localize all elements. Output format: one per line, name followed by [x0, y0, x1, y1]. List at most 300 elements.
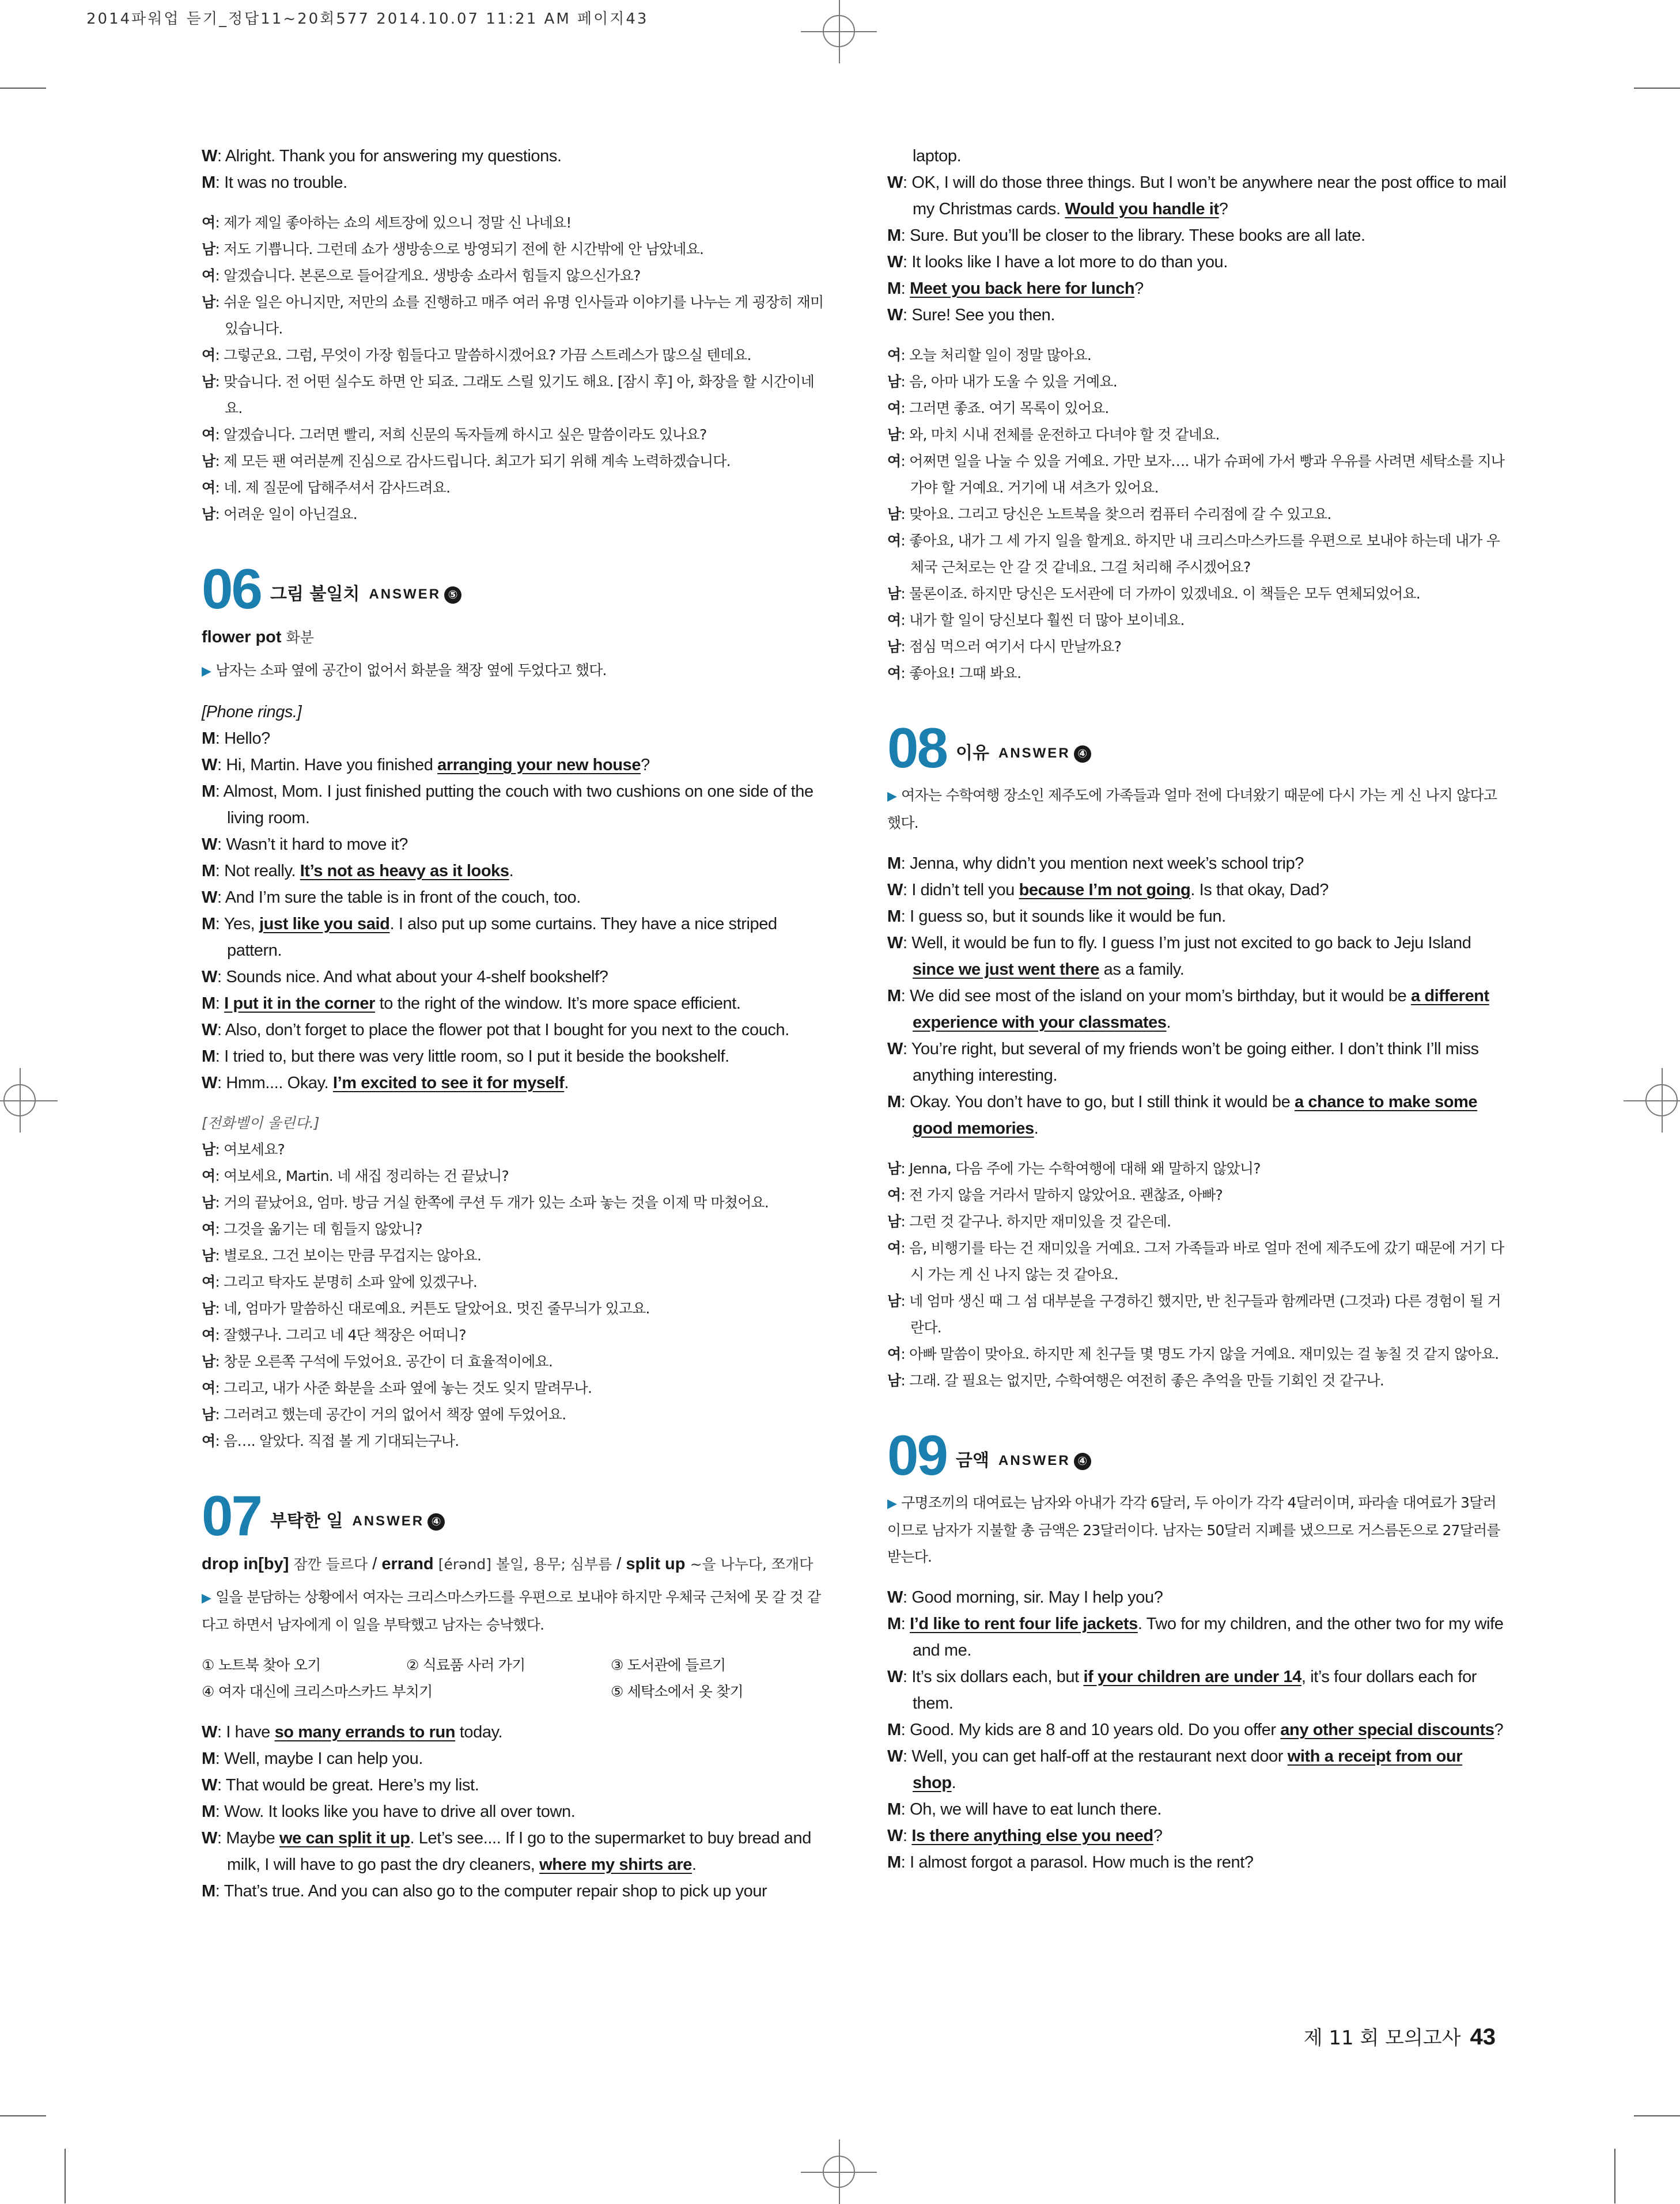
translation-text: 네. 제 질문에 답해주셔서 감사드려요. [224, 479, 451, 496]
translation-text: 알겠습니다. 본론으로 들어갈게요. 생방송 쇼라서 힘들지 않으신가요? [224, 267, 641, 284]
translation-line: 남: 네 엄마 생신 때 그 섬 대부분을 구경하긴 했지만, 반 친구들과 함께라면 (그것과) 다른 경험이 될 거란다. [887, 1293, 1501, 1336]
translation-text: 그래. 갈 필요는 없지만, 수학여행은 여전히 좋은 추억을 만들 기회인 것 같구나. [909, 1372, 1384, 1389]
dialogue-line: M: Good. My kids are 8 and 10 years old. Do you offer any other special discounts? [887, 1721, 1504, 1739]
question-type: 부탁한 일 [270, 1511, 343, 1531]
translation-line: 남: 맞습니다. 전 어떤 실수도 하면 안 되죠. 그래도 스릴 있기도 해요. [잠시 후] 아, 화장을 할 시간이네요. [202, 373, 814, 416]
translation-text: 음…. 알았다. 직접 볼 게 기대되는구나. [224, 1433, 459, 1449]
page-footer [1304, 2022, 1496, 2050]
speaker-label: 남 [202, 1406, 215, 1423]
translation-text: 그것을 옮기는 데 힘들지 않았니? [224, 1221, 422, 1237]
dialogue-line: M: I almost forgot a parasol. How much is the rent? [887, 1853, 1254, 1872]
translation-line: 남: 별로요. 그건 보이는 만큼 무겁지는 않아요. [202, 1247, 482, 1264]
dialogue-line: W: OK, I will do those three things. But I won’t be anywhere near the post office to mail my Christmas cards. Would you handle it? [887, 173, 1507, 218]
speaker-label: W [887, 1040, 903, 1058]
dialogue-text: . [509, 862, 514, 880]
dialogue-text: You’re right, but several of my friends won’t be going either. I don’t think I’ll miss anything interesting. [911, 1040, 1479, 1085]
speaker-label: W [202, 1829, 217, 1847]
speaker-label: M [887, 1615, 901, 1633]
speaker-label: W [887, 173, 903, 192]
right-column [887, 143, 1509, 1876]
speaker-label: 남 [202, 241, 215, 257]
speaker-label: M [202, 1749, 215, 1768]
dialogue-line: W: I have so many errands to run today. [202, 1723, 503, 1741]
translation-line: 여: 알겠습니다. 그러면 빨리, 저희 신문의 독자들께 하시고 싶은 말씀이라도 있나요? [202, 426, 707, 443]
key-phrase: a different experience with your classmates [913, 987, 1489, 1032]
dialogue-text: , it’s four dollars each for them. [913, 1668, 1477, 1713]
key-phrase: since we just went there [913, 960, 1099, 979]
explanation-note: ▶ 여자는 수학여행 장소인 제주도에 가족들과 얼마 전에 다녀왔기 때문에 다시 가는 게 신 나지 않다고 했다. [887, 787, 1497, 831]
dialogue-text: Well, you can get half-off at the restaurant next door [911, 1747, 1288, 1766]
speaker-label: 남 [887, 1372, 901, 1389]
translation-line: 여: 음…. 알았다. 직접 볼 게 기대되는구나. [202, 1433, 459, 1449]
stage-direction: [Phone rings.] [202, 703, 302, 721]
translation-text: 네, 엄마가 말씀하신 대로예요. 커튼도 달았어요. 멋진 줄무늬가 있고요. [224, 1300, 650, 1317]
translation-line: 남: 그래. 갈 필요는 없지만, 수학여행은 여전히 좋은 추억을 만들 기회인 것 같구나. [887, 1372, 1384, 1389]
translation-line: 여: 아빠 말씀이 맞아요. 하지만 제 친구들 몇 명도 가지 않을 거예요. 재미있는 걸 놓칠 것 같지 않아요. [887, 1346, 1499, 1362]
speaker-label: W [887, 934, 903, 952]
left-column [202, 143, 824, 1904]
answer-options [202, 1652, 824, 1705]
question-08 [887, 716, 1509, 1394]
crop-mark [1634, 88, 1680, 89]
speaker-label: 남 [887, 638, 901, 655]
speaker-label: M [202, 1802, 215, 1821]
registration-mark-left [3, 1084, 36, 1116]
translation-text: 쉬운 일은 아니지만, 저만의 쇼를 진행하고 매주 여러 유명 인사들과 이야기를 나누는 게 굉장히 재미있습니다. [224, 294, 824, 337]
answer-badge: ⑤ [444, 586, 461, 604]
dialogue-line: M: We did see most of the island on your mom’s birthday, but it would be a different experience with your classmates. [887, 987, 1489, 1032]
section-header [202, 1484, 824, 1547]
dialogue-text: ? [1153, 1827, 1163, 1845]
translation-text: 그리고, 내가 사준 화분을 소파 옆에 놓는 것도 잊지 말려무나. [224, 1380, 592, 1396]
translation-text: 와, 마치 시내 전체를 운전하고 다녀야 할 것 같네요. [909, 426, 1220, 443]
speaker-label: 여 [202, 1327, 215, 1343]
vocab-term: split up [626, 1555, 686, 1573]
vocab-term: drop in[by] [202, 1555, 289, 1573]
speaker-label: W [202, 147, 217, 165]
speaker-label: W [887, 1668, 903, 1686]
dialogue-line: W: Sounds nice. And what about your 4-shelf bookshelf? [202, 968, 608, 986]
speaker-label: 남 [887, 585, 901, 602]
dialogue-line: W: Alright. Thank you for answering my questions. [202, 147, 562, 165]
dialogue-text: Hi, Martin. Have you finished [226, 756, 438, 774]
translation-text: 별로요. 그건 보이는 만큼 무겁지는 않아요. [224, 1247, 482, 1264]
question-type: 금액 [956, 1451, 989, 1471]
registration-mark-bottom [823, 2156, 855, 2188]
dialogue-line: M: Sure. But you’ll be closer to the library. These books are all late. [887, 226, 1365, 245]
option-3: ③ 도서관에 들르기 [611, 1657, 726, 1673]
dialogue-text: OK, I will do those three things. But I won’t be anywhere near the post office to mail my Christmas cards. [911, 173, 1507, 218]
dialogue-text: Well, maybe I can help you. [224, 1749, 423, 1768]
dialogue-text: . Is that okay, Dad? [1190, 881, 1329, 899]
speaker-label: W [202, 835, 217, 854]
option-1: ① 노트북 찾아 오기 [202, 1657, 321, 1673]
dialogue-line: M: Jenna, why didn’t you mention next week’s school trip? [887, 854, 1304, 873]
korean-translation [202, 1137, 824, 1455]
speaker-label: 남 [202, 506, 215, 522]
speaker-label: 남 [202, 1300, 215, 1317]
speaker-label: M [887, 1853, 901, 1872]
translation-line: 여: 전 가지 않을 거라서 말하지 않았어요. 괜찮죠, 아빠? [887, 1187, 1223, 1203]
speaker-label: M [887, 907, 901, 926]
dialogue-line: W: Maybe we can split it up. Let’s see.... If I go to the supermarket to buy bread and milk, I will have to go past the dry cleaners, where my shirts are. [202, 1829, 811, 1874]
speaker-label: 남 [202, 1141, 215, 1158]
dialogue-text: ? [1134, 279, 1144, 298]
dialogue-line: M: That’s true. And you can also go to the computer repair shop to pick up your [202, 1882, 767, 1900]
speaker-label: 남 [202, 1194, 215, 1211]
translation-text: 어려운 일이 아닌걸요. [224, 506, 357, 522]
key-phrase: if your children are under 14 [1083, 1668, 1301, 1686]
speaker-label: M [887, 1800, 901, 1819]
key-phrase: arranging your new house [437, 756, 641, 774]
dialogue-line: M: Well, maybe I can help you. [202, 1749, 423, 1768]
speaker-label: M [887, 1721, 901, 1739]
dialogue-text: Hmm.... Okay. [226, 1074, 333, 1092]
speaker-label: 여 [202, 1433, 215, 1449]
speaker-label: W [887, 1747, 903, 1766]
vocabulary: drop in[by] 잠깐 들르다 / errand [érənd] 볼일, 용무; 심부름 / split up ~을 나누다, 쪼개다 [202, 1555, 813, 1573]
speaker-label: M [202, 1882, 215, 1900]
speaker-label: W [202, 888, 217, 907]
translation-line: 여: 그것을 옮기는 데 힘들지 않았니? [202, 1221, 422, 1237]
triangle-icon: ▶ [202, 664, 211, 679]
dialogue-text: to the right of the window. It’s more space efficient. [374, 994, 741, 1013]
speaker-label: 여 [202, 479, 215, 496]
dialogue-line: M: Not really. It’s not as heavy as it looks. [202, 862, 514, 880]
dialogue-block [202, 725, 824, 1096]
translation-text: 아빠 말씀이 맞아요. 하지만 제 친구들 몇 명도 가지 않을 거예요. 재미있는 걸 놓칠 것 같지 않아요. [909, 1346, 1499, 1362]
answer-label: ANSWER ④ [352, 1513, 445, 1531]
dialogue-line: W: I didn’t tell you because I’m not going. Is that okay, Dad? [887, 881, 1329, 899]
registration-mark-right [1645, 1084, 1678, 1116]
speaker-label: 남 [887, 1160, 901, 1177]
registration-mark-top [823, 15, 855, 47]
dialogue-text: . [564, 1074, 569, 1092]
speaker-label: 남 [202, 453, 215, 469]
answer-badge: ④ [1074, 745, 1091, 763]
dialogue-block [887, 1584, 1509, 1876]
dialogue-text: Good. My kids are 8 and 10 years old. Do you offer [910, 1721, 1281, 1739]
speaker-label: 남 [202, 373, 215, 390]
translation-line: 남: 저도 기쁩니다. 그런데 쇼가 생방송으로 방영되기 전에 한 시간밖에 안 남았네요. [202, 241, 704, 257]
translation-line: 남: 네, 엄마가 말씀하신 대로예요. 커튼도 달았어요. 멋진 줄무늬가 있고요. [202, 1300, 650, 1317]
speaker-label: M [887, 1093, 901, 1111]
dialogue-block [887, 143, 1509, 328]
translation-text: 오늘 처리할 일이 정말 많아요. [909, 347, 1092, 363]
key-phrase: I put it in the corner [224, 994, 375, 1013]
dialogue-text: . Let’s see.... If I go to the supermarket to buy bread and milk, I will have to go past the dry cleaners, [227, 1829, 811, 1874]
dialogue-text: I guess so, but it sounds like it would be fun. [910, 907, 1226, 926]
key-phrase: so many errands to run [274, 1723, 456, 1741]
option-5: ⑤ 세탁소에서 옷 찾기 [611, 1683, 743, 1700]
key-phrase: where my shirts are [539, 1855, 692, 1874]
translation-line: 남: 쉬운 일은 아니지만, 저만의 쇼를 진행하고 매주 여러 유명 인사들과 이야기를 나누는 게 굉장히 재미있습니다. [202, 294, 824, 337]
triangle-icon: ▶ [887, 789, 897, 804]
speaker-label: 여 [887, 532, 901, 549]
translation-text: 좋아요! 그때 봐요. [909, 665, 1021, 681]
dialogue-line: W: Well, you can get half-off at the restaurant next door with a receipt from our shop. [887, 1747, 1463, 1792]
key-phrase: just like you said [259, 915, 390, 933]
speaker-label: M [202, 862, 215, 880]
speaker-label: 여 [887, 612, 901, 628]
dialogue-text: . [1034, 1119, 1039, 1138]
question-number: 07 [202, 1484, 262, 1547]
speaker-label: 남 [887, 1293, 901, 1309]
question-09 [887, 1423, 1509, 1876]
dialogue-text: Okay. You don’t have to go, but I still think it would be [910, 1093, 1295, 1111]
speaker-label: 여 [887, 453, 901, 469]
speaker-label: 여 [202, 1380, 215, 1396]
speaker-label: M [202, 1047, 215, 1066]
dialogue-text: I have [226, 1723, 275, 1741]
translation-text: 여보세요? [224, 1141, 285, 1158]
translation-line: 남: 어려운 일이 아닌걸요. [202, 506, 357, 522]
dialogue-text: That would be great. Here’s my list. [225, 1776, 479, 1794]
dialogue-text: Sure. But you’ll be closer to the library. These books are all late. [910, 226, 1365, 245]
question-number: 08 [887, 716, 947, 779]
speaker-label: 여 [202, 1168, 215, 1184]
vocab-meaning: [érənd] 볼일, 용무; 심부름 [438, 1556, 612, 1573]
dialogue-line: M: Yes, just like you said. I also put up some curtains. They have a nice striped pattern. [202, 915, 777, 960]
translation-line: 남: 와, 마치 시내 전체를 운전하고 다녀야 할 것 같네요. [887, 426, 1220, 443]
dialogue-text: ? [641, 756, 650, 774]
translation-text: 맞아요. 그리고 당신은 노트북을 찾으러 컴퓨터 수리점에 갈 수 있고요. [909, 506, 1331, 522]
speaker-label: M [202, 173, 215, 192]
speaker-label: 여 [887, 1240, 901, 1256]
translation-text: 창문 오른쪽 구석에 두었어요. 공간이 더 효율적이에요. [224, 1353, 553, 1370]
translation-line: 여: 잘했구나. 그리고 네 4단 책장은 어떠니? [202, 1327, 466, 1343]
crop-mark [1614, 2149, 1615, 2203]
dialogue-text: Not really. [224, 862, 300, 880]
dialogue-line: W: It looks like I have a lot more to do than you. [887, 253, 1228, 271]
translation-text: 좋아요, 내가 그 세 가지 일을 할게요. 하지만 내 크리스마스카드를 우편으로 보내야 하는데 내가 우체국 근처로는 안 갈 것 같네요. 그걸 처리해 주시겠어요? [909, 532, 1500, 575]
dialogue-text: as a family. [1099, 960, 1185, 979]
speaker-label: 여 [887, 347, 901, 363]
speaker-label: M [202, 915, 215, 933]
dialogue-text: laptop. [913, 147, 962, 165]
dialogue-text: It was no trouble. [224, 173, 347, 192]
speaker-label: M [887, 854, 901, 873]
dialogue-text: Sounds nice. And what about your 4-shelf bookshelf? [226, 968, 608, 986]
speaker-label: 남 [887, 426, 901, 443]
dialogue-text: Hello? [224, 729, 270, 748]
answer-badge: ④ [427, 1513, 445, 1531]
key-phrase: Is there anything else you need [911, 1827, 1153, 1845]
dialogue-block [202, 143, 824, 196]
option-4: ④ 여자 대신에 크리스마스카드 부치기 [202, 1683, 433, 1700]
dialogue-line: W: That would be great. Here’s my list. [202, 1776, 479, 1794]
dialogue-line: W: Hmm.... Okay. I’m excited to see it for myself. [202, 1074, 569, 1092]
print-slug: 2014파워업 듣기_정답11~20회577 2014.10.07 11:21 AM 페이지43 [86, 10, 649, 28]
speaker-label: 남 [887, 1213, 901, 1230]
speaker-label: W [202, 1723, 217, 1741]
translation-text: 알겠습니다. 그러면 빨리, 저희 신문의 독자들께 하시고 싶은 말씀이라도 있나요? [224, 426, 707, 443]
translation-text: 거의 끝났어요, 엄마. 방금 거실 한쪽에 쿠션 두 개가 있는 소파 놓는 것을 이제 막 마쳤어요. [224, 1194, 769, 1211]
key-phrase: a chance to make some good memories [913, 1093, 1478, 1138]
dialogue-text: And I’m sure the table is in front of the couch, too. [225, 888, 581, 907]
translation-text: 점심 먹으러 여기서 다시 만날까요? [909, 638, 1122, 655]
dialogue-line: W: Wasn’t it hard to move it? [202, 835, 408, 854]
translation-text: 네 엄마 생신 때 그 섬 대부분을 구경하긴 했지만, 반 친구들과 함께라면 (그것과) 다른 경험이 될 거란다. [909, 1293, 1501, 1336]
answer-label: ANSWER ④ [998, 1453, 1091, 1470]
crop-mark [0, 2115, 46, 2116]
speaker-label: W [887, 881, 903, 899]
crop-mark [1634, 2115, 1680, 2116]
key-phrase: any other special discounts [1280, 1721, 1494, 1739]
explanation-note: ▶ 남자는 소파 옆에 공간이 없어서 화분을 책장 옆에 두었다고 했다. [202, 662, 607, 679]
dialogue-line: W: It’s six dollars each, but if your children are under 14, it’s four dollars each for them. [887, 1668, 1477, 1713]
translation-line: 남: 물론이죠. 하지만 당신은 도서관에 더 가까이 있겠네요. 이 책들은 모두 연체되었어요. [887, 585, 1420, 602]
dialogue-text: Yes, [224, 915, 259, 933]
translation-text: 맞습니다. 전 어떤 실수도 하면 안 되죠. 그래도 스릴 있기도 해요. [잠시 후] 아, 화장을 할 시간이네요. [224, 373, 814, 416]
answer-label: ANSWER ④ [998, 745, 1091, 763]
key-phrase: Meet you back here for lunch [910, 279, 1135, 298]
dialogue-text: I didn’t tell you [911, 881, 1019, 899]
dialogue-text: I tried to, but there was very little room, so I put it beside the bookshelf. [224, 1047, 729, 1066]
speaker-label: M [202, 729, 215, 748]
translation-line: 남: 제 모든 팬 여러분께 진심으로 감사드립니다. 최고가 되기 위해 계속 노력하겠습니다. [202, 453, 731, 469]
translation-line: 여: 알겠습니다. 본론으로 들어갈게요. 생방송 쇼라서 힘들지 않으신가요? [202, 267, 641, 284]
translation-text: Jenna, 다음 주에 가는 수학여행에 대해 왜 말하지 않았니? [909, 1160, 1261, 1177]
translation-text: 물론이죠. 하지만 당신은 도서관에 더 가까이 있겠네요. 이 책들은 모두 연체되었어요. [909, 585, 1420, 602]
speaker-label: 여 [202, 1274, 215, 1290]
speaker-label: W [887, 306, 903, 324]
speaker-label: 여 [202, 214, 215, 231]
translation-line: 여: 오늘 처리할 일이 정말 많아요. [887, 347, 1092, 363]
dialogue-line: M: I guess so, but it sounds like it would be fun. [887, 907, 1226, 926]
dialogue-text: I almost forgot a parasol. How much is the rent? [910, 1853, 1254, 1872]
dialogue-line: M: It was no trouble. [202, 173, 347, 192]
dialogue-text: Well, it would be fun to fly. I guess I’m just not excited to go back to Jeju Island [911, 934, 1471, 952]
dialogue-text: today. [455, 1723, 503, 1741]
dialogue-text: ? [1219, 200, 1228, 218]
dialogue-text: Also, don’t forget to place the flower pot that I bought for you next to the couch. [225, 1021, 789, 1039]
speaker-label: 여 [887, 1346, 901, 1362]
speaker-label: 여 [887, 400, 901, 416]
answer-badge: ④ [1074, 1453, 1091, 1470]
dialogue-text: Alright. Thank you for answering my questions. [225, 147, 562, 165]
key-phrase: I’m excited to see it for myself [332, 1074, 565, 1092]
page-number: 43 [1470, 2024, 1496, 2050]
stage-direction-korean: [전화벨이 울린다.] [202, 1115, 320, 1131]
translation-text: 그렇군요. 그럼, 무엇이 가장 힘들다고 말씀하시겠어요? 가끔 스트레스가 많으실 텐데요. [224, 347, 751, 363]
dialogue-line: W: Is there anything else you need? [887, 1827, 1163, 1845]
dialogue-text: Oh, we will have to eat lunch there. [910, 1800, 1162, 1819]
translation-line: 남: Jenna, 다음 주에 가는 수학여행에 대해 왜 말하지 않았니? [887, 1160, 1261, 1177]
translation-line: 남: 그러려고 했는데 공간이 거의 없어서 책장 옆에 두었어요. [202, 1406, 566, 1423]
speaker-label: M [202, 994, 215, 1013]
dialogue-text: . Two for my children, and the other two for my wife and me. [913, 1615, 1504, 1660]
dialogue-line: W: Hi, Martin. Have you finished arranging your new house? [202, 756, 650, 774]
speaker-label: W [887, 1588, 903, 1607]
explanation-note: ▶ 일을 분담하는 상황에서 여자는 크리스마스카드를 우편으로 보내야 하지만 우체국 근처에 못 갈 것 같다고 하면서 남자에게 이 일을 부탁했고 남자는 승낙했다. [202, 1589, 821, 1633]
dialogue-text: Sure! See you then. [911, 306, 1055, 324]
translation-line: 여: 그리고, 내가 사준 화분을 소파 옆에 놓는 것도 잊지 말려무나. [202, 1380, 592, 1396]
section-header [887, 1423, 1509, 1487]
translation-line: 남: 창문 오른쪽 구석에 두었어요. 공간이 더 효율적이에요. [202, 1353, 553, 1370]
speaker-label: M [887, 987, 901, 1005]
translation-text: 그런 것 같구나. 하지만 재미있을 것 같은데. [909, 1213, 1171, 1230]
vocabulary: flower pot 화분 [202, 628, 314, 646]
question-number: 06 [202, 557, 262, 620]
translation-line: 남: 그런 것 같구나. 하지만 재미있을 것 같은데. [887, 1213, 1171, 1230]
translation-line: 여: 어쩌면 일을 나눌 수 있을 거예요. 가만 보자…. 내가 슈퍼에 가서 빵과 우유를 사려면 세탁소를 지나가야 할 거예요. 거기에 내 셔츠가 있어요. [887, 453, 1505, 496]
speaker-label: 여 [202, 267, 215, 284]
key-phrase: Would you handle it [1065, 200, 1219, 218]
section-header [202, 557, 824, 620]
speaker-label: W [202, 1021, 217, 1039]
crop-mark [0, 88, 46, 89]
dialogue-text: It looks like I have a lot more to do than you. [911, 253, 1228, 271]
key-phrase: It’s not as heavy as it looks [300, 862, 509, 880]
dialogue-text: Good morning, sir. May I help you? [911, 1588, 1163, 1607]
translation-line: 여: 제가 제일 좋아하는 쇼의 세트장에 있으니 정말 신 나네요! [202, 214, 572, 231]
speaker-label: 여 [202, 426, 215, 443]
dialogue-line: W: Also, don’t forget to place the flower pot that I bought for you next to the couch. [202, 1021, 789, 1039]
question-06 [202, 557, 824, 1455]
translation-line: 여: 그러면 좋죠. 여기 목록이 있어요. [887, 400, 1109, 416]
dialogue-text: We did see most of the island on your mom’s birthday, but it would be [910, 987, 1411, 1005]
translation-text: 전 가지 않을 거라서 말하지 않았어요. 괜찮죠, 아빠? [909, 1187, 1223, 1203]
speaker-label: 남 [202, 1247, 215, 1264]
exam-label: 제 11 회 모의고사 [1303, 2027, 1461, 2050]
question-type: 그림 불일치 [270, 584, 360, 604]
dialogue-line: M: Okay. You don’t have to go, but I still think it would be a chance to make some good memories. [887, 1093, 1478, 1138]
translation-line: 여: 좋아요, 내가 그 세 가지 일을 할게요. 하지만 내 크리스마스카드를 우편으로 보내야 하는데 내가 우체국 근처로는 안 갈 것 같네요. 그걸 처리해 주시겠어요? [887, 532, 1500, 575]
speaker-label: M [202, 782, 215, 801]
dialogue-line: M: I’d like to rent four life jackets. Two for my children, and the other two for my wife and me. [887, 1615, 1504, 1660]
key-phrase: I’d like to rent four life jackets [910, 1615, 1138, 1633]
dialogue-block [202, 1719, 824, 1904]
section-header [887, 716, 1509, 779]
korean-translation [887, 1156, 1509, 1394]
speaker-label: W [202, 756, 217, 774]
dialogue-text: That’s true. And you can also go to the computer repair shop to pick up your [224, 1882, 767, 1900]
dialogue-text: Jenna, why didn’t you mention next week’s school trip? [910, 854, 1304, 873]
answer-label: ANSWER ⑤ [369, 586, 461, 604]
translation-line: 여: 그렇군요. 그럼, 무엇이 가장 힘들다고 말씀하시겠어요? 가끔 스트레스가 많으실 텐데요. [202, 347, 751, 363]
translation-text: 그러면 좋죠. 여기 목록이 있어요. [909, 400, 1109, 416]
speaker-label: 남 [887, 506, 901, 522]
translation-text: 어쩌면 일을 나눌 수 있을 거예요. 가만 보자…. 내가 슈퍼에 가서 빵과 우유를 사려면 세탁소를 지나가야 할 거예요. 거기에 내 셔츠가 있어요. [909, 453, 1505, 496]
option-2: ② 식료품 사러 가기 [406, 1657, 525, 1673]
explanation-note: ▶ 구명조끼의 대여료는 남자와 아내가 각각 6달러, 두 아이가 각각 4달러이며, 파라솔 대여료가 3달러이므로 남자가 지불할 총 금액은 23달러이다. 남자는 50달러 지폐를 냈으므로 거스름돈으로 27달러를 받는다. [887, 1494, 1500, 1565]
key-phrase: because I’m not going [1019, 881, 1191, 899]
dialogue-text: Wow. It looks like you have to drive all over town. [224, 1802, 576, 1821]
question-type: 이유 [956, 743, 989, 763]
translation-line: 남: 음, 아마 내가 도울 수 있을 거예요. [887, 373, 1117, 390]
translation-text: 저도 기쁩니다. 그런데 쇼가 생방송으로 방영되기 전에 한 시간밖에 안 남았네요. [224, 241, 704, 257]
speaker-label: W [887, 1827, 903, 1845]
speaker-label: W [887, 253, 903, 271]
question-07 [202, 1484, 824, 1904]
dialogue-text: . [1166, 1013, 1171, 1032]
dialogue-line: M: Almost, Mom. I just finished putting the couch with two cushions on one side of the living room. [202, 782, 813, 827]
speaker-label: W [202, 968, 217, 986]
vocab-term: errand [381, 1555, 434, 1573]
korean-translation [887, 342, 1509, 687]
vocab-meaning: 잠깐 들르다 [293, 1556, 368, 1573]
speaker-label: 여 [887, 1187, 901, 1203]
crop-mark [65, 2149, 66, 2203]
speaker-label: 남 [202, 1353, 215, 1370]
translation-line: 남: 점심 먹으러 여기서 다시 만날까요? [887, 638, 1122, 655]
dialogue-text: . [691, 1855, 697, 1874]
speaker-label: 남 [202, 294, 215, 310]
dialogue-line: M: Oh, we will have to eat lunch there. [887, 1800, 1162, 1819]
translation-text: 그리고 탁자도 분명히 소파 앞에 있겠구나. [224, 1274, 477, 1290]
triangle-icon: ▶ [887, 1497, 897, 1511]
